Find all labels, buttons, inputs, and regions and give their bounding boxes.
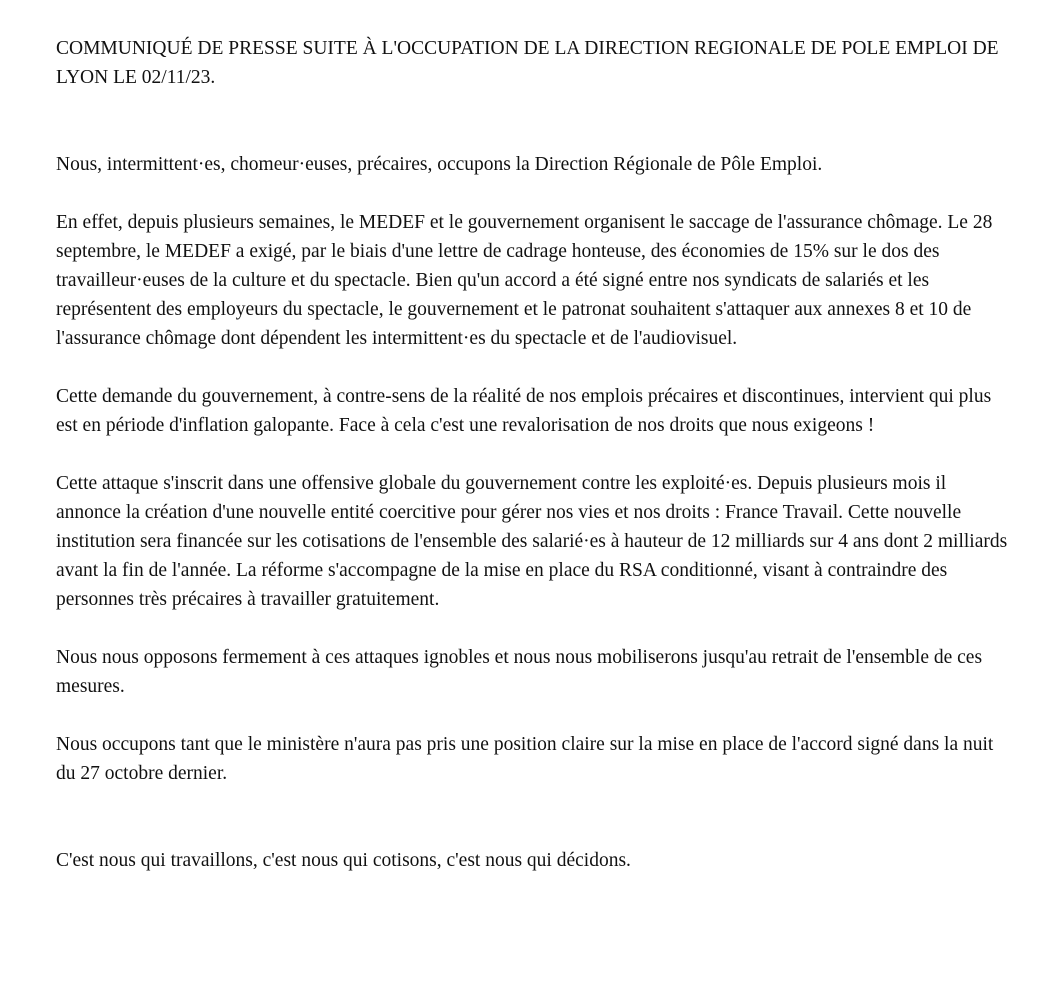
paragraph-occupation-condition: Nous occupons tant que le ministère n'aura pas pris une position claire sur la mise en place de l'accord signé dans la nuit du 27 octobre dernier. [56,734,994,784]
paragraph-opposition: Nous nous opposons fermement à ces attaques ignobles et nous nous mobiliserons jusqu'au retrait de l'ensemble de ces mesures. [56,647,983,697]
paragraph-france-travail: Cette attaque s'inscrit dans une offensive globale du gouvernement contre les exploité·es. Depuis plusieurs mois il annonce la création d'une nouvelle entité coercitive pour gérer nos vies et nos droits : France Travail. Cette nouvelle institution sera financée sur les cotisations de l'ensemble des salarié·es à hauteur de 12 milliards sur 4 ans dont 2 milliards avant la fin de l'année. La réforme s'accompagne de la mise en place du RSA conditionné, visant à contraindre des personnes très précaires à travailler gratuitement. [56,473,1008,610]
paragraph-government-demand: Cette demande du gouvernement, à contre-sens de la réalité de nos emplois précaires et discontinues, intervient qui plus est en période d'inflation galopante. Face à cela c'est une revalorisation de nos droits que nous exigeons ! [56,386,992,436]
press-release-document [56,34,1016,875]
paragraph-medef: En effet, depuis plusieurs semaines, le MEDEF et le gouvernement organisent le saccage de l'assurance chômage. Le 28 septembre, le MEDEF a exigé, par le biais d'une lettre de cadrage honteuse, des économies de 15% sur le dos des travailleur·euses de la culture et du spectacle. Bien qu'un accord a été signé entre nos syndicats de salariés et les représentent des employeurs du spectacle, le gouvernement et le patronat souhaitent s'attaquer aux annexes 8 et 10 de l'assurance chômage dont dépendent les intermittent·es du spectacle et de l'audiovisuel. [56,212,993,349]
document-title: COMMUNIQUÉ DE PRESSE SUITE À L'OCCUPATION DE LA DIRECTION REGIONALE DE POLE EMPLOI DE LYON LE 02/11/23. [56,38,999,88]
paragraph-occupation: Nous, intermittent·es, chomeur·euses, précaires, occupons la Direction Régionale de Pôle Emploi. [56,154,823,175]
closing-slogan: C'est nous qui travaillons, c'est nous qui cotisons, c'est nous qui décidons. [56,850,631,871]
